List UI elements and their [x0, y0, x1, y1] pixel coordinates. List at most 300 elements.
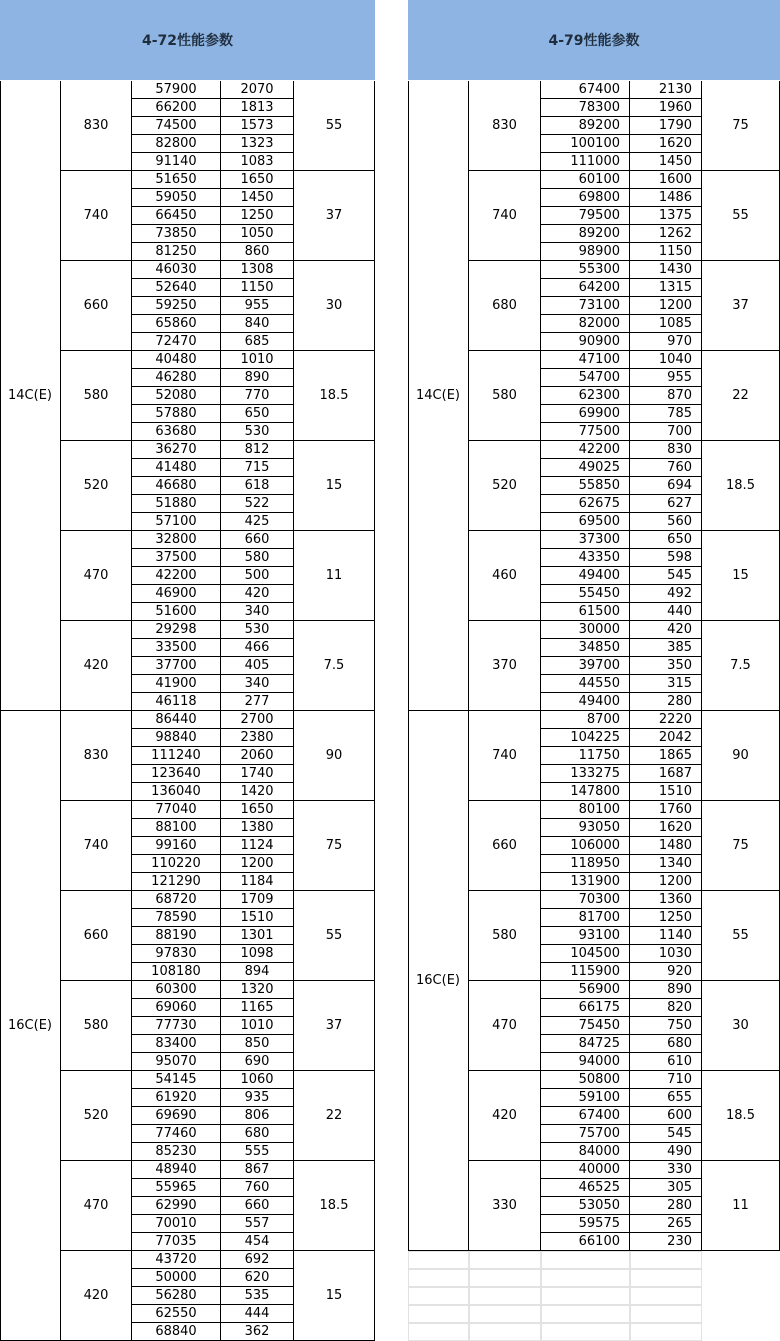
model-cell: 16C(E)	[408, 711, 469, 1251]
power-cell: 75	[294, 801, 375, 891]
flow-cell: 30000	[541, 621, 630, 639]
flow-cell: 55850	[541, 477, 630, 495]
pressure-cell: 655	[630, 1089, 702, 1107]
pressure-cell: 620	[221, 1269, 294, 1287]
flow-cell: 56280	[132, 1287, 221, 1305]
speed-cell: 740	[469, 711, 541, 801]
flow-cell: 37500	[132, 549, 221, 567]
flow-cell: 8700	[541, 711, 630, 729]
power-cell: 11	[294, 531, 375, 621]
flow-cell: 81700	[541, 909, 630, 927]
pressure-cell: 1375	[630, 207, 702, 225]
flow-cell: 83400	[132, 1035, 221, 1053]
flow-cell: 77730	[132, 1017, 221, 1035]
speed-cell: 370	[469, 621, 541, 711]
flow-cell: 86440	[132, 711, 221, 729]
pressure-cell: 1050	[221, 225, 294, 243]
pressure-cell: 277	[221, 693, 294, 711]
pressure-cell: 545	[630, 1125, 702, 1143]
pressure-cell: 1250	[221, 207, 294, 225]
flow-cell: 98840	[132, 729, 221, 747]
flow-cell: 60100	[541, 171, 630, 189]
pressure-cell: 522	[221, 495, 294, 513]
flow-cell: 39700	[541, 657, 630, 675]
pressure-cell: 1813	[221, 99, 294, 117]
flow-cell: 73850	[132, 225, 221, 243]
flow-cell: 54700	[541, 369, 630, 387]
power-cell: 90	[294, 711, 375, 801]
pressure-cell: 580	[221, 549, 294, 567]
flow-cell: 11750	[541, 747, 630, 765]
flow-cell: 111000	[541, 153, 630, 171]
pressure-cell: 650	[221, 405, 294, 423]
pressure-cell: 1140	[630, 927, 702, 945]
flow-cell: 60300	[132, 981, 221, 999]
pressure-cell: 610	[630, 1053, 702, 1071]
pressure-cell: 2700	[221, 711, 294, 729]
pressure-cell: 1760	[630, 801, 702, 819]
flow-cell: 115900	[541, 963, 630, 981]
flow-cell: 133275	[541, 765, 630, 783]
pressure-cell: 685	[221, 333, 294, 351]
empty-cell	[630, 1269, 702, 1287]
flow-cell: 41900	[132, 675, 221, 693]
pressure-cell: 545	[630, 567, 702, 585]
power-cell: 30	[702, 981, 780, 1071]
pressure-cell: 1450	[630, 153, 702, 171]
pressure-cell: 1150	[630, 243, 702, 261]
flow-cell: 29298	[132, 621, 221, 639]
flow-cell: 91140	[132, 153, 221, 171]
pressure-cell: 1200	[221, 855, 294, 873]
flow-cell: 46900	[132, 585, 221, 603]
flow-cell: 42200	[132, 567, 221, 585]
empty-cell	[541, 1269, 630, 1287]
flow-cell: 59100	[541, 1089, 630, 1107]
pressure-cell: 420	[221, 585, 294, 603]
flow-cell: 62300	[541, 387, 630, 405]
flow-cell: 37300	[541, 531, 630, 549]
pressure-cell: 890	[630, 981, 702, 999]
speed-cell: 520	[469, 441, 541, 531]
empty-cell	[469, 1305, 541, 1323]
speed-cell: 580	[61, 981, 132, 1071]
pressure-cell: 2380	[221, 729, 294, 747]
pressure-cell: 1790	[630, 117, 702, 135]
empty-cell	[408, 1323, 469, 1341]
pressure-cell: 1200	[630, 297, 702, 315]
pressure-cell: 1430	[630, 261, 702, 279]
flow-cell: 67400	[541, 1107, 630, 1125]
speed-cell: 580	[469, 351, 541, 441]
pressure-cell: 1486	[630, 189, 702, 207]
pressure-cell: 806	[221, 1107, 294, 1125]
pressure-cell: 1320	[221, 981, 294, 999]
pressure-cell: 1010	[221, 351, 294, 369]
flow-cell: 46280	[132, 369, 221, 387]
flow-cell: 56900	[541, 981, 630, 999]
flow-cell: 84000	[541, 1143, 630, 1161]
pressure-cell: 265	[630, 1215, 702, 1233]
flow-cell: 66175	[541, 999, 630, 1017]
flow-cell: 61920	[132, 1089, 221, 1107]
flow-cell: 51600	[132, 603, 221, 621]
pressure-cell: 680	[630, 1035, 702, 1053]
flow-cell: 46680	[132, 477, 221, 495]
flow-cell: 37700	[132, 657, 221, 675]
flow-cell: 69500	[541, 513, 630, 531]
power-cell: 22	[702, 351, 780, 441]
pressure-cell: 1450	[221, 189, 294, 207]
flow-cell: 64200	[541, 279, 630, 297]
flow-cell: 84725	[541, 1035, 630, 1053]
table-title-4-79: 4-79性能参数	[408, 0, 780, 80]
speed-cell: 470	[61, 1161, 132, 1251]
flow-cell: 68840	[132, 1323, 221, 1341]
power-cell: 18.5	[702, 441, 780, 531]
power-cell: 55	[294, 891, 375, 981]
speed-cell: 660	[61, 891, 132, 981]
empty-cell	[408, 1287, 469, 1305]
power-cell: 7.5	[294, 621, 375, 711]
flow-cell: 78300	[541, 99, 630, 117]
pressure-cell: 230	[630, 1233, 702, 1251]
pressure-cell: 890	[221, 369, 294, 387]
flow-cell: 46030	[132, 261, 221, 279]
pressure-cell: 500	[221, 567, 294, 585]
flow-cell: 62675	[541, 495, 630, 513]
pressure-cell: 1184	[221, 873, 294, 891]
pressure-cell: 2220	[630, 711, 702, 729]
empty-cell	[469, 1251, 541, 1269]
pressure-cell: 1124	[221, 837, 294, 855]
flow-cell: 59575	[541, 1215, 630, 1233]
speed-cell: 740	[61, 801, 132, 891]
pressure-cell: 894	[221, 963, 294, 981]
flow-cell: 44550	[541, 675, 630, 693]
flow-cell: 74500	[132, 117, 221, 135]
flow-cell: 104225	[541, 729, 630, 747]
pressure-cell: 280	[630, 693, 702, 711]
pressure-cell: 1510	[221, 909, 294, 927]
empty-cell	[408, 1269, 469, 1287]
power-cell: 15	[294, 1251, 375, 1341]
model-cell: 14C(E)	[408, 81, 469, 711]
flow-cell: 57880	[132, 405, 221, 423]
flow-cell: 70010	[132, 1215, 221, 1233]
flow-cell: 98900	[541, 243, 630, 261]
power-cell: 75	[702, 801, 780, 891]
flow-cell: 69800	[541, 189, 630, 207]
flow-cell: 50000	[132, 1269, 221, 1287]
flow-cell: 67400	[541, 81, 630, 99]
flow-cell: 43350	[541, 549, 630, 567]
speed-cell: 680	[469, 261, 541, 351]
power-cell: 18.5	[294, 1161, 375, 1251]
pressure-cell: 280	[630, 1197, 702, 1215]
pressure-cell: 970	[630, 333, 702, 351]
flow-cell: 78590	[132, 909, 221, 927]
pressure-cell: 627	[630, 495, 702, 513]
flow-cell: 88190	[132, 927, 221, 945]
speed-cell: 830	[61, 81, 132, 171]
flow-cell: 66200	[132, 99, 221, 117]
pressure-cell: 1510	[630, 783, 702, 801]
flow-cell: 40480	[132, 351, 221, 369]
pressure-cell: 955	[630, 369, 702, 387]
flow-cell: 52640	[132, 279, 221, 297]
pressure-cell: 812	[221, 441, 294, 459]
power-cell: 37	[702, 261, 780, 351]
flow-cell: 34850	[541, 639, 630, 657]
pressure-cell: 315	[630, 675, 702, 693]
pressure-cell: 1010	[221, 1017, 294, 1035]
flow-cell: 118950	[541, 855, 630, 873]
power-cell: 15	[702, 531, 780, 621]
pressure-cell: 454	[221, 1233, 294, 1251]
flow-cell: 69690	[132, 1107, 221, 1125]
pressure-cell: 340	[221, 603, 294, 621]
flow-cell: 147800	[541, 783, 630, 801]
pressure-cell: 860	[221, 243, 294, 261]
header-gap	[375, 0, 408, 80]
pressure-cell: 1150	[221, 279, 294, 297]
pressure-cell: 680	[221, 1125, 294, 1143]
pressure-cell: 1250	[630, 909, 702, 927]
speed-cell: 580	[61, 351, 132, 441]
flow-cell: 110220	[132, 855, 221, 873]
flow-cell: 80100	[541, 801, 630, 819]
speed-cell: 460	[469, 531, 541, 621]
flow-cell: 40000	[541, 1161, 630, 1179]
power-cell: 55	[702, 891, 780, 981]
flow-cell: 97830	[132, 945, 221, 963]
flow-cell: 49400	[541, 567, 630, 585]
speed-cell: 420	[469, 1071, 541, 1161]
flow-cell: 51880	[132, 495, 221, 513]
pressure-cell: 420	[630, 621, 702, 639]
pressure-cell: 1308	[221, 261, 294, 279]
pressure-cell: 1740	[221, 765, 294, 783]
pressure-cell: 1323	[221, 135, 294, 153]
pressure-cell: 490	[630, 1143, 702, 1161]
empty-cell	[541, 1305, 630, 1323]
empty-cell	[469, 1323, 541, 1341]
power-cell: 11	[702, 1161, 780, 1251]
empty-cell	[541, 1287, 630, 1305]
pressure-cell: 692	[221, 1251, 294, 1269]
empty-cell	[630, 1305, 702, 1323]
flow-cell: 99160	[132, 837, 221, 855]
flow-cell: 77035	[132, 1233, 221, 1251]
flow-cell: 46118	[132, 693, 221, 711]
flow-cell: 90900	[541, 333, 630, 351]
power-cell: 22	[294, 1071, 375, 1161]
pressure-cell: 1960	[630, 99, 702, 117]
flow-cell: 82800	[132, 135, 221, 153]
speed-cell: 470	[469, 981, 541, 1071]
pressure-cell: 598	[630, 549, 702, 567]
pressure-cell: 660	[221, 1197, 294, 1215]
flow-cell: 48940	[132, 1161, 221, 1179]
pressure-cell: 1865	[630, 747, 702, 765]
model-cell: 14C(E)	[0, 81, 61, 711]
flow-cell: 72470	[132, 333, 221, 351]
pressure-cell: 867	[221, 1161, 294, 1179]
speed-cell: 830	[61, 711, 132, 801]
empty-cell	[630, 1287, 702, 1305]
speed-cell: 740	[469, 171, 541, 261]
power-cell: 30	[294, 261, 375, 351]
pressure-cell: 920	[630, 963, 702, 981]
flow-cell: 57900	[132, 81, 221, 99]
pressure-cell: 710	[630, 1071, 702, 1089]
pressure-cell: 715	[221, 459, 294, 477]
speed-cell: 740	[61, 171, 132, 261]
flow-cell: 42200	[541, 441, 630, 459]
pressure-cell: 444	[221, 1305, 294, 1323]
pressure-cell: 660	[221, 531, 294, 549]
pressure-cell: 350	[630, 657, 702, 675]
pressure-cell: 1085	[630, 315, 702, 333]
power-cell: 18.5	[702, 1071, 780, 1161]
empty-cell	[469, 1269, 541, 1287]
flow-cell: 75450	[541, 1017, 630, 1035]
pressure-cell: 955	[221, 297, 294, 315]
pressure-cell: 1040	[630, 351, 702, 369]
flow-cell: 32800	[132, 531, 221, 549]
power-cell: 15	[294, 441, 375, 531]
flow-cell: 50800	[541, 1071, 630, 1089]
power-cell: 55	[702, 171, 780, 261]
speed-cell: 420	[61, 621, 132, 711]
flow-cell: 88100	[132, 819, 221, 837]
flow-cell: 79500	[541, 207, 630, 225]
pressure-cell: 618	[221, 477, 294, 495]
speed-cell: 830	[469, 81, 541, 171]
pressure-cell: 385	[630, 639, 702, 657]
pressure-cell: 535	[221, 1287, 294, 1305]
empty-cell	[541, 1251, 630, 1269]
pressure-cell: 305	[630, 1179, 702, 1197]
pressure-cell: 700	[630, 423, 702, 441]
pressure-cell: 830	[630, 441, 702, 459]
power-cell: 18.5	[294, 351, 375, 441]
flow-cell: 33500	[132, 639, 221, 657]
pressure-cell: 1650	[221, 801, 294, 819]
flow-cell: 59050	[132, 189, 221, 207]
empty-cell	[408, 1305, 469, 1323]
flow-cell: 68720	[132, 891, 221, 909]
pressure-cell: 840	[221, 315, 294, 333]
flow-cell: 55965	[132, 1179, 221, 1197]
flow-cell: 54145	[132, 1071, 221, 1089]
flow-cell: 52080	[132, 387, 221, 405]
pressure-cell: 2130	[630, 81, 702, 99]
pressure-cell: 760	[630, 459, 702, 477]
flow-cell: 55300	[541, 261, 630, 279]
flow-cell: 36270	[132, 441, 221, 459]
flow-cell: 47100	[541, 351, 630, 369]
pressure-cell: 935	[221, 1089, 294, 1107]
pressure-cell: 1340	[630, 855, 702, 873]
pressure-cell: 1420	[221, 783, 294, 801]
pressure-cell: 690	[221, 1053, 294, 1071]
pressure-cell: 330	[630, 1161, 702, 1179]
pressure-cell: 405	[221, 657, 294, 675]
flow-cell: 63680	[132, 423, 221, 441]
flow-cell: 85230	[132, 1143, 221, 1161]
empty-cell	[408, 1251, 469, 1269]
pressure-cell: 1380	[221, 819, 294, 837]
flow-cell: 51650	[132, 171, 221, 189]
flow-cell: 49025	[541, 459, 630, 477]
pressure-cell: 1083	[221, 153, 294, 171]
pressure-cell: 694	[630, 477, 702, 495]
table-title-4-72: 4-72性能参数	[0, 0, 375, 80]
flow-cell: 69900	[541, 405, 630, 423]
flow-cell: 82000	[541, 315, 630, 333]
pressure-cell: 555	[221, 1143, 294, 1161]
flow-cell: 55450	[541, 585, 630, 603]
flow-cell: 49400	[541, 693, 630, 711]
flow-cell: 123640	[132, 765, 221, 783]
flow-cell: 62550	[132, 1305, 221, 1323]
flow-cell: 131900	[541, 873, 630, 891]
pressure-cell: 750	[630, 1017, 702, 1035]
pressure-cell: 1200	[630, 873, 702, 891]
pressure-cell: 1301	[221, 927, 294, 945]
speed-cell: 330	[469, 1161, 541, 1251]
power-cell: 7.5	[702, 621, 780, 711]
flow-cell: 77500	[541, 423, 630, 441]
speed-cell: 520	[61, 1071, 132, 1161]
pressure-cell: 557	[221, 1215, 294, 1233]
flow-cell: 53050	[541, 1197, 630, 1215]
pressure-cell: 760	[221, 1179, 294, 1197]
flow-cell: 61500	[541, 603, 630, 621]
power-cell: 37	[294, 981, 375, 1071]
pressure-cell: 466	[221, 639, 294, 657]
pressure-cell: 1620	[630, 819, 702, 837]
power-cell: 75	[702, 81, 780, 171]
pressure-cell: 1165	[221, 999, 294, 1017]
flow-cell: 66100	[541, 1233, 630, 1251]
pressure-cell: 785	[630, 405, 702, 423]
pressure-cell: 1030	[630, 945, 702, 963]
flow-cell: 69060	[132, 999, 221, 1017]
pressure-cell: 530	[221, 621, 294, 639]
flow-cell: 89200	[541, 117, 630, 135]
pressure-cell: 2060	[221, 747, 294, 765]
pressure-cell: 492	[630, 585, 702, 603]
pressure-cell: 650	[630, 531, 702, 549]
pressure-cell: 425	[221, 513, 294, 531]
flow-cell: 100100	[541, 135, 630, 153]
pressure-cell: 2070	[221, 81, 294, 99]
speed-cell: 580	[469, 891, 541, 981]
power-cell: 37	[294, 171, 375, 261]
pressure-cell: 530	[221, 423, 294, 441]
pressure-cell: 1098	[221, 945, 294, 963]
pressure-cell: 770	[221, 387, 294, 405]
speed-cell: 420	[61, 1251, 132, 1341]
flow-cell: 89200	[541, 225, 630, 243]
flow-cell: 46525	[541, 1179, 630, 1197]
pressure-cell: 1480	[630, 837, 702, 855]
pressure-cell: 1600	[630, 171, 702, 189]
flow-cell: 93050	[541, 819, 630, 837]
